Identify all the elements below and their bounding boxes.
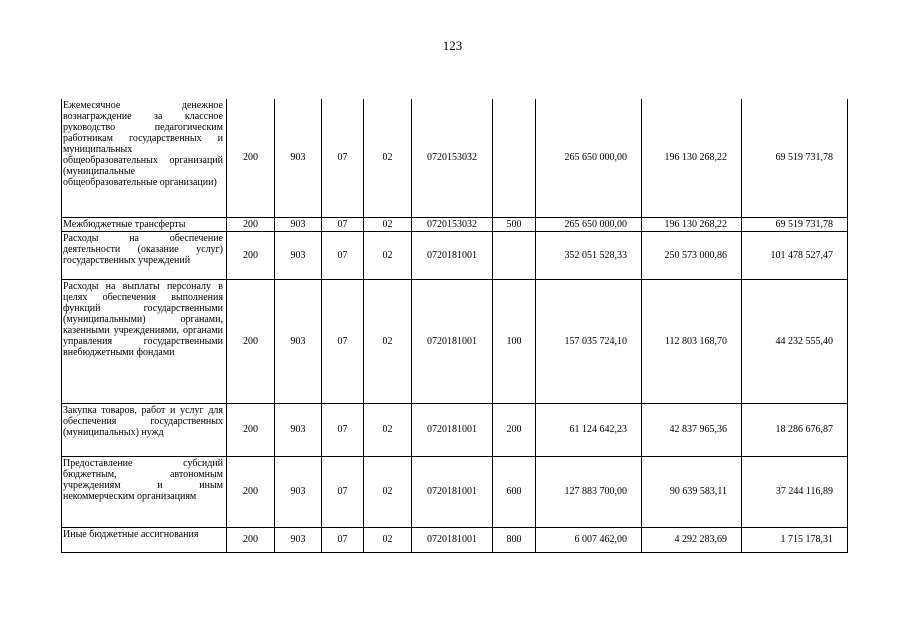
cell-c3: 07 <box>322 456 364 527</box>
cell-c2: 903 <box>275 527 322 552</box>
cell-code: 0720181001 <box>412 279 493 403</box>
cell-fact: 196 130 268,22 <box>642 99 742 217</box>
cell-plan: 61 124 642,23 <box>536 403 642 456</box>
row-name: Предоставление субсидий бюджетным, автономным учреждениям и иным некоммерческим организациям <box>62 456 227 527</box>
cell-c3: 07 <box>322 217 364 231</box>
cell-c3: 07 <box>322 279 364 403</box>
cell-rest: 44 232 555,40 <box>742 279 848 403</box>
cell-rest: 69 519 731,78 <box>742 99 848 217</box>
cell-rest: 18 286 676,87 <box>742 403 848 456</box>
row-name: Расходы на выплаты персоналу в целях обеспечения выполнения функций государственными (муниципальными) органами, казенными учреждениями, органами управления государственными внебюджетными фондами <box>62 279 227 403</box>
cell-c2: 903 <box>275 456 322 527</box>
cell-c4: 02 <box>364 403 412 456</box>
cell-c1: 200 <box>227 99 275 217</box>
cell-c2: 903 <box>275 403 322 456</box>
cell-c4: 02 <box>364 217 412 231</box>
cell-c4: 02 <box>364 231 412 279</box>
cell-c2: 903 <box>275 231 322 279</box>
cell-code: 0720181001 <box>412 231 493 279</box>
cell-c2: 903 <box>275 217 322 231</box>
cell-c4: 02 <box>364 456 412 527</box>
cell-vr <box>493 231 536 279</box>
cell-fact: 196 130 268,22 <box>642 217 742 231</box>
table-row <box>62 456 848 527</box>
cell-fact: 42 837 965,36 <box>642 403 742 456</box>
cell-plan: 127 883 700,00 <box>536 456 642 527</box>
table-row <box>62 217 848 231</box>
cell-c2: 903 <box>275 279 322 403</box>
cell-c1: 200 <box>227 403 275 456</box>
cell-vr: 100 <box>493 279 536 403</box>
cell-fact: 112 803 168,70 <box>642 279 742 403</box>
cell-rest: 101 478 527,47 <box>742 231 848 279</box>
budget-table <box>61 99 848 553</box>
table-row <box>62 279 848 403</box>
row-name: Расходы на обеспечение деятельности (оказание услуг) государственных учреждений <box>62 231 227 279</box>
cell-c1: 200 <box>227 231 275 279</box>
cell-c2: 903 <box>275 99 322 217</box>
cell-plan: 265 650 000,00 <box>536 217 642 231</box>
cell-c1: 200 <box>227 527 275 552</box>
cell-plan: 265 650 000,00 <box>536 99 642 217</box>
cell-code: 0720153032 <box>412 99 493 217</box>
cell-rest: 1 715 178,31 <box>742 527 848 552</box>
cell-rest: 37 244 116,89 <box>742 456 848 527</box>
cell-vr <box>493 99 536 217</box>
table-row <box>62 99 848 217</box>
cell-c4: 02 <box>364 99 412 217</box>
page-number: 123 <box>442 38 463 53</box>
cell-c4: 02 <box>364 279 412 403</box>
cell-vr: 200 <box>493 403 536 456</box>
cell-code: 0720181001 <box>412 456 493 527</box>
cell-c1: 200 <box>227 279 275 403</box>
cell-fact: 250 573 000,86 <box>642 231 742 279</box>
cell-c1: 200 <box>227 217 275 231</box>
row-name: Иные бюджетные ассигнования <box>62 527 227 552</box>
cell-c1: 200 <box>227 456 275 527</box>
cell-c3: 07 <box>322 99 364 217</box>
cell-code: 0720181001 <box>412 527 493 552</box>
cell-fact: 4 292 283,69 <box>642 527 742 552</box>
cell-vr: 600 <box>493 456 536 527</box>
cell-plan: 6 007 462,00 <box>536 527 642 552</box>
cell-c3: 07 <box>322 403 364 456</box>
row-name: Межбюджетные трансферты <box>62 217 227 231</box>
cell-code: 0720153032 <box>412 217 493 231</box>
cell-c4: 02 <box>364 527 412 552</box>
table-row <box>62 231 848 279</box>
cell-plan: 352 051 528,33 <box>536 231 642 279</box>
cell-code: 0720181001 <box>412 403 493 456</box>
cell-fact: 90 639 583,11 <box>642 456 742 527</box>
cell-c3: 07 <box>322 527 364 552</box>
table-row <box>62 527 848 552</box>
row-name: Ежемесячное денежное вознаграждение за классное руководство педагогическим работникам государственных и муниципальных общеобразовательных организаций (муниципальные общеобразовательные организации) <box>62 99 227 217</box>
cell-c3: 07 <box>322 231 364 279</box>
cell-vr: 800 <box>493 527 536 552</box>
row-name: Закупка товаров, работ и услуг для обеспечения государственных (муниципальных) нужд <box>62 403 227 456</box>
cell-plan: 157 035 724,10 <box>536 279 642 403</box>
cell-vr: 500 <box>493 217 536 231</box>
table-row <box>62 403 848 456</box>
cell-rest: 69 519 731,78 <box>742 217 848 231</box>
